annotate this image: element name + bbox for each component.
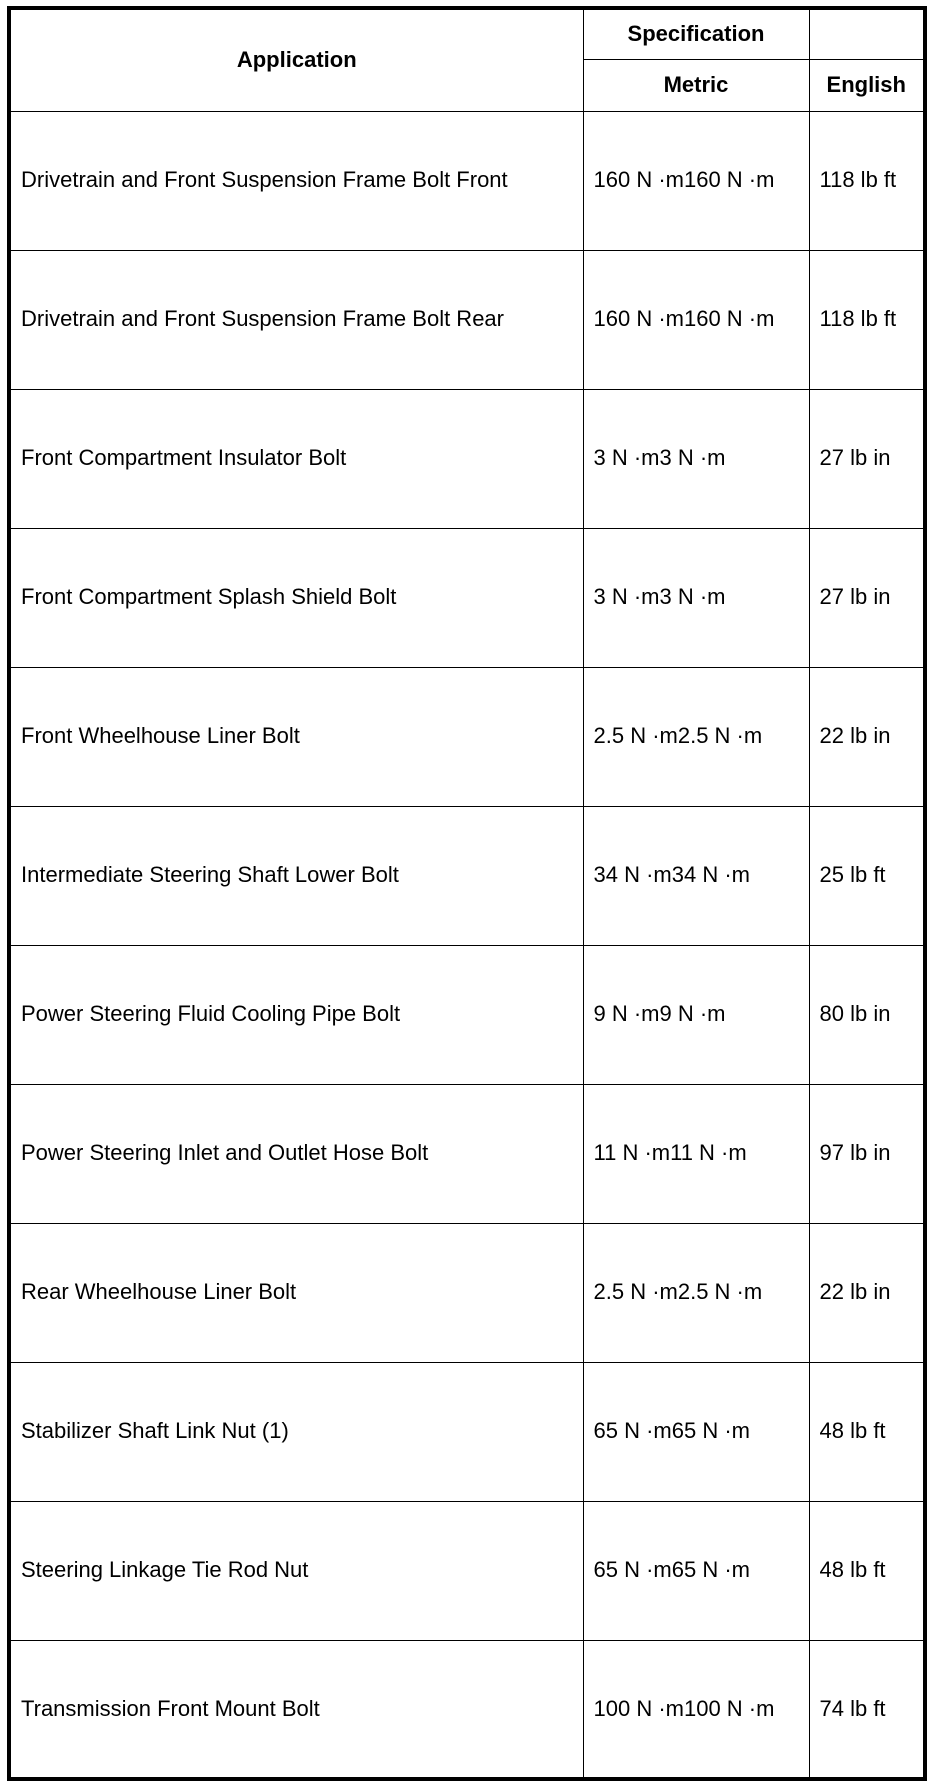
table-row — [9, 1501, 925, 1640]
english-cell: 22 lb in — [809, 667, 925, 806]
metric-cell: 3 N ·m3 N ·m — [583, 389, 809, 528]
metric-cell: 160 N ·m160 N ·m — [583, 250, 809, 389]
table-row — [9, 389, 925, 528]
application-cell: Drivetrain and Front Suspension Frame Bolt Front — [9, 111, 583, 250]
english-cell: 118 lb ft — [809, 250, 925, 389]
application-cell: Drivetrain and Front Suspension Frame Bolt Rear — [9, 250, 583, 389]
application-cell: Rear Wheelhouse Liner Bolt — [9, 1223, 583, 1362]
metric-cell: 3 N ·m3 N ·m — [583, 528, 809, 667]
metric-cell: 2.5 N ·m2.5 N ·m — [583, 1223, 809, 1362]
application-cell: Steering Linkage Tie Rod Nut — [9, 1501, 583, 1640]
application-cell: Front Compartment Insulator Bolt — [9, 389, 583, 528]
table-row — [9, 1640, 925, 1779]
english-cell: 118 lb ft — [809, 111, 925, 250]
table-body — [9, 111, 925, 1779]
metric-header: Metric — [583, 59, 809, 111]
metric-cell: 100 N ·m100 N ·m — [583, 1640, 809, 1779]
application-cell: Power Steering Inlet and Outlet Hose Bolt — [9, 1084, 583, 1223]
table-row — [9, 1362, 925, 1501]
metric-cell: 2.5 N ·m2.5 N ·m — [583, 667, 809, 806]
header-blank-cell — [809, 8, 925, 59]
table-row — [9, 1084, 925, 1223]
english-cell: 22 lb in — [809, 1223, 925, 1362]
fastener-spec-table — [7, 6, 927, 1781]
application-cell: Transmission Front Mount Bolt — [9, 1640, 583, 1779]
english-cell: 74 lb ft — [809, 1640, 925, 1779]
metric-cell: 11 N ·m11 N ·m — [583, 1084, 809, 1223]
metric-cell: 160 N ·m160 N ·m — [583, 111, 809, 250]
table-header — [9, 8, 925, 111]
english-cell: 97 lb in — [809, 1084, 925, 1223]
metric-cell: 65 N ·m65 N ·m — [583, 1501, 809, 1640]
table-row — [9, 250, 925, 389]
application-cell: Stabilizer Shaft Link Nut (1) — [9, 1362, 583, 1501]
english-cell: 80 lb in — [809, 945, 925, 1084]
english-cell: 48 lb ft — [809, 1501, 925, 1640]
metric-cell: 9 N ·m9 N ·m — [583, 945, 809, 1084]
application-header: Application — [9, 8, 583, 111]
table-row — [9, 945, 925, 1084]
table-row — [9, 528, 925, 667]
application-cell: Front Compartment Splash Shield Bolt — [9, 528, 583, 667]
application-cell: Intermediate Steering Shaft Lower Bolt — [9, 806, 583, 945]
english-cell: 25 lb ft — [809, 806, 925, 945]
application-cell: Power Steering Fluid Cooling Pipe Bolt — [9, 945, 583, 1084]
metric-cell: 34 N ·m34 N ·m — [583, 806, 809, 945]
table-row — [9, 1223, 925, 1362]
header-row-top — [9, 8, 925, 59]
application-cell: Front Wheelhouse Liner Bolt — [9, 667, 583, 806]
table-row — [9, 806, 925, 945]
english-cell: 27 lb in — [809, 389, 925, 528]
table-row — [9, 667, 925, 806]
english-cell: 27 lb in — [809, 528, 925, 667]
english-cell: 48 lb ft — [809, 1362, 925, 1501]
metric-cell: 65 N ·m65 N ·m — [583, 1362, 809, 1501]
specification-header: Specification — [583, 8, 809, 59]
english-header: English — [809, 59, 925, 111]
table-row — [9, 111, 925, 250]
